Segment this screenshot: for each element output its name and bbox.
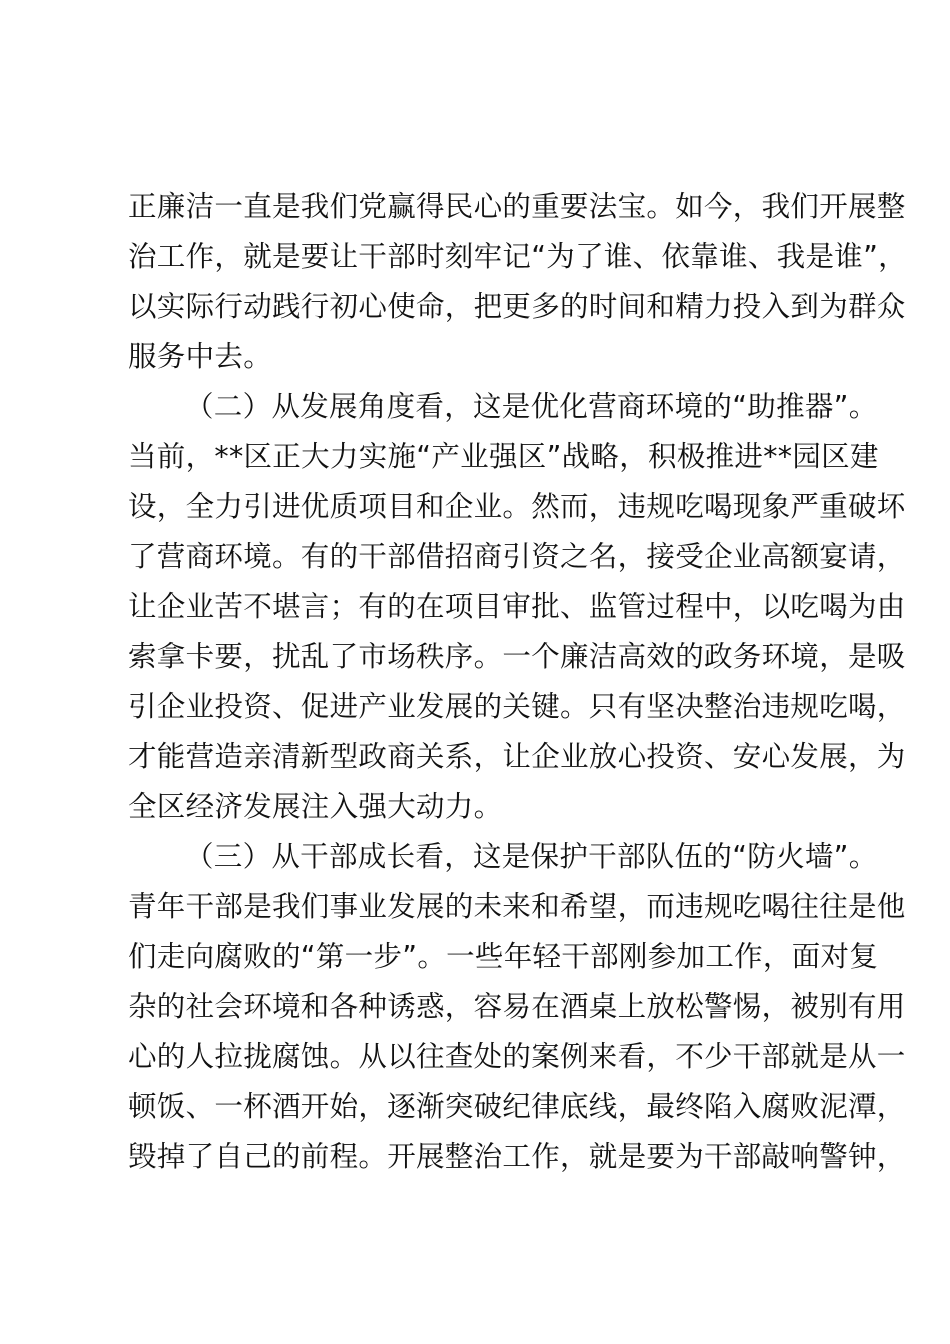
text-line: 以实际行动践行初心使命，把更多的时间和精力投入到为群众 (128, 290, 906, 323)
text-line: 设，全力引进优质项目和企业。然而，违规吃喝现象严重破坏 (128, 490, 906, 523)
section-heading-3: （三）从干部成长看，这是保护干部队伍的“防火墙”。 (185, 840, 878, 873)
text-line: 杂的社会环境和各种诱惑，容易在酒桌上放松警惕，被别有用 (128, 990, 906, 1023)
text-line: 了营商环境。有的干部借招商引资之名，接受企业高额宴请， (128, 540, 906, 573)
section-heading-2: （二）从发展角度看，这是优化营商环境的“助推器”。 (185, 390, 878, 423)
text-line: 治工作，就是要让干部时刻牢记“为了谁、依靠谁、我是谁”， (128, 240, 907, 273)
text-line: 全区经济发展注入强大动力。 (128, 790, 503, 823)
text-line: 们走向腐败的“第一步”。一些年轻干部刚参加工作，面对复 (128, 940, 879, 973)
text-line: 青年干部是我们事业发展的未来和希望，而违规吃喝往往是他 (128, 890, 906, 923)
text-line: 服务中去。 (128, 340, 273, 373)
text-line: 心的人拉拢腐蚀。从以往查处的案例来看，不少干部就是从一 (128, 1040, 906, 1073)
text-line: 引企业投资、促进产业发展的关键。只有坚决整治违规吃喝， (128, 690, 906, 723)
text-line: 索拿卡要，扰乱了市场秩序。一个廉洁高效的政务环境，是吸 (128, 640, 906, 673)
text-line: 毁掉了自己的前程。开展整治工作，就是要为干部敲响警钟， (128, 1140, 906, 1173)
text-line: 才能营造亲清新型政商关系，让企业放心投资、安心发展，为 (128, 740, 906, 773)
text-line: 当前，**区正大力实施“产业强区”战略，积极推进**园区建 (128, 440, 879, 473)
text-line: 顿饭、一杯酒开始，逐渐突破纪律底线，最终陷入腐败泥潭， (128, 1090, 906, 1123)
text-line: 让企业苦不堪言；有的在项目审批、监管过程中，以吃喝为由 (128, 590, 906, 623)
text-line: 正廉洁一直是我们党赢得民心的重要法宝。如今，我们开展整 (128, 190, 906, 223)
